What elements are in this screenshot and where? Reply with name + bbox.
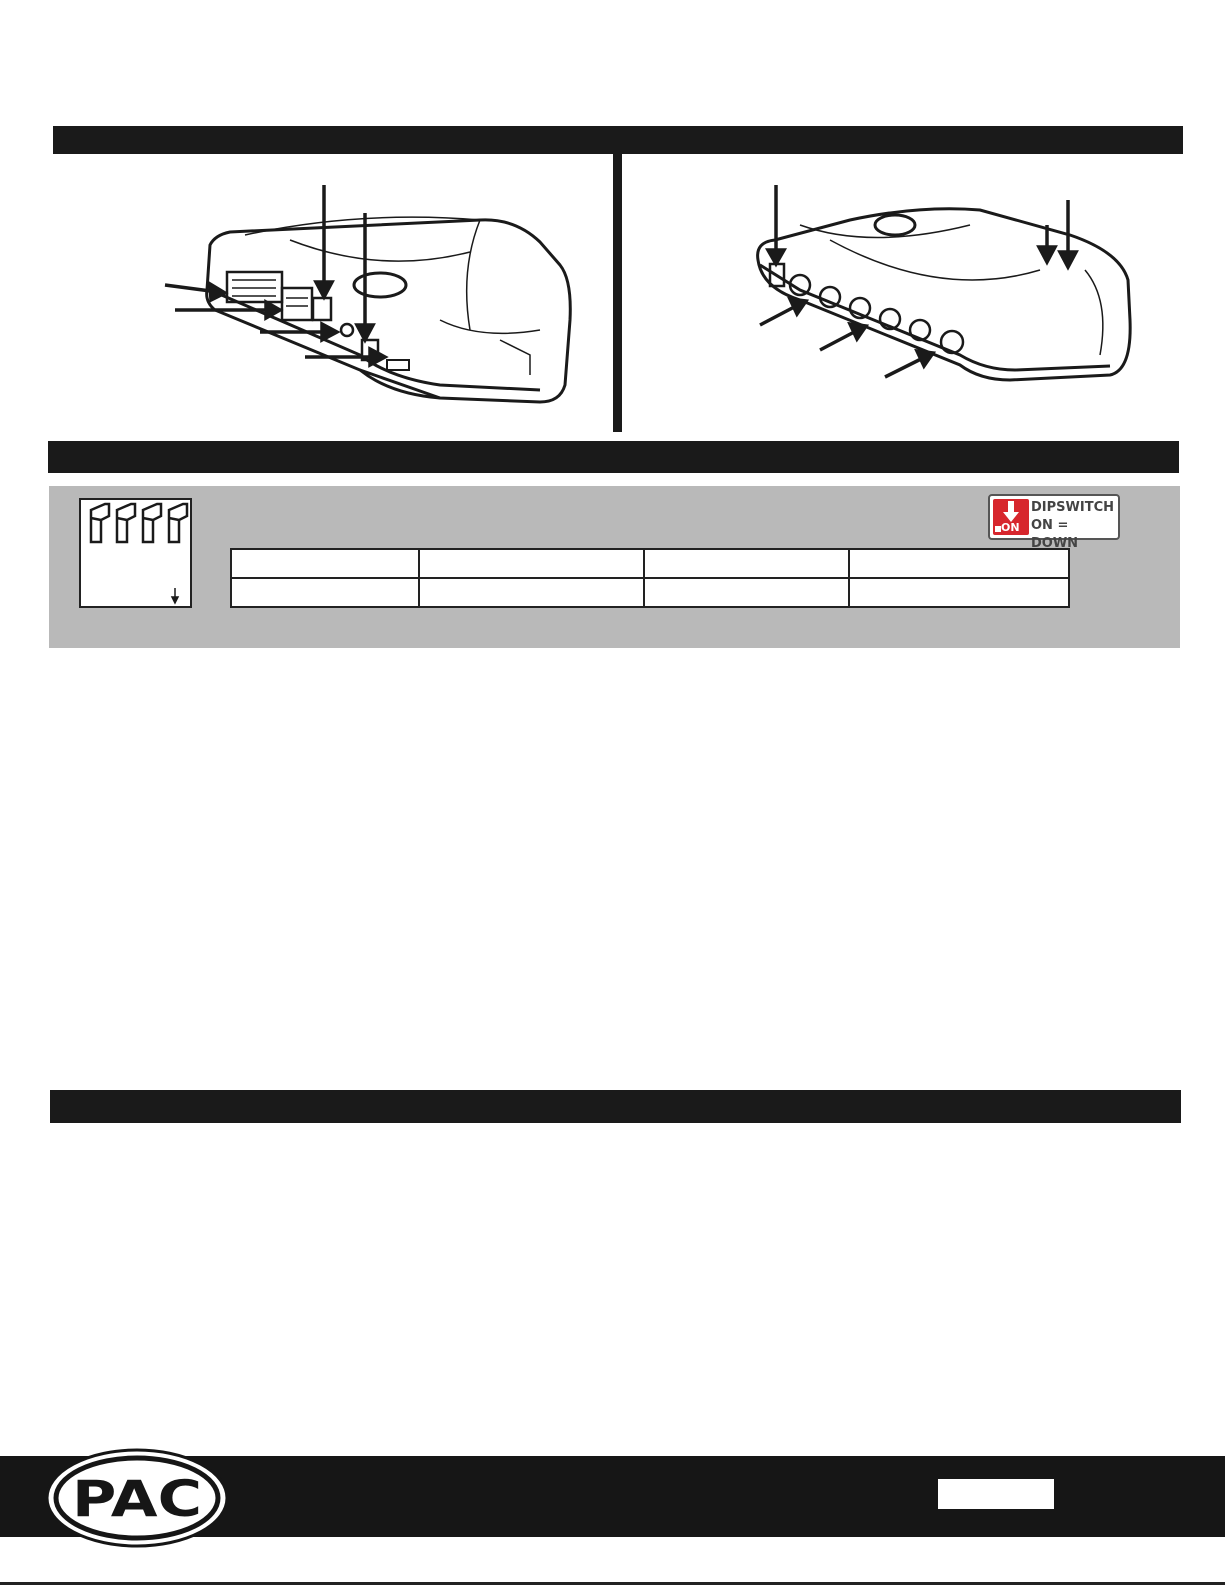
pac-logo-text: PAC	[72, 1470, 202, 1528]
table-cell	[849, 549, 1069, 578]
badge-line1: DIPSWITCH	[1031, 500, 1114, 515]
table-cell	[849, 578, 1069, 607]
table-row	[231, 549, 1069, 578]
pac-logo	[42, 1446, 232, 1551]
footer-white-box	[938, 1479, 1054, 1509]
badge-on-label: ON	[1001, 521, 1020, 534]
table-cell	[231, 549, 419, 578]
dipswitch-on-down-badge	[988, 494, 1120, 551]
product-views-divider	[613, 154, 622, 432]
section-header-bar-dipswitch	[48, 441, 1179, 473]
device-rear-view-illustration	[740, 180, 1160, 415]
dipswitch-settings-table	[230, 548, 1070, 608]
dipswitch-icon	[85, 502, 189, 606]
table-cell	[419, 578, 644, 607]
dipswitch-down-icon	[993, 499, 1029, 535]
table-cell	[644, 578, 849, 607]
arrow-down-icon	[1003, 501, 1019, 523]
table-cell	[644, 549, 849, 578]
badge-line2: ON = DOWN	[1031, 518, 1079, 551]
table-row	[231, 578, 1069, 607]
dipswitch-diagram	[79, 498, 192, 608]
table-cell	[231, 578, 419, 607]
table-cell	[419, 549, 644, 578]
badge-text	[1031, 499, 1118, 553]
section-header-bar-top	[53, 126, 1183, 154]
section-header-bar-bottom	[50, 1090, 1181, 1123]
device-front-view-illustration	[60, 180, 600, 425]
